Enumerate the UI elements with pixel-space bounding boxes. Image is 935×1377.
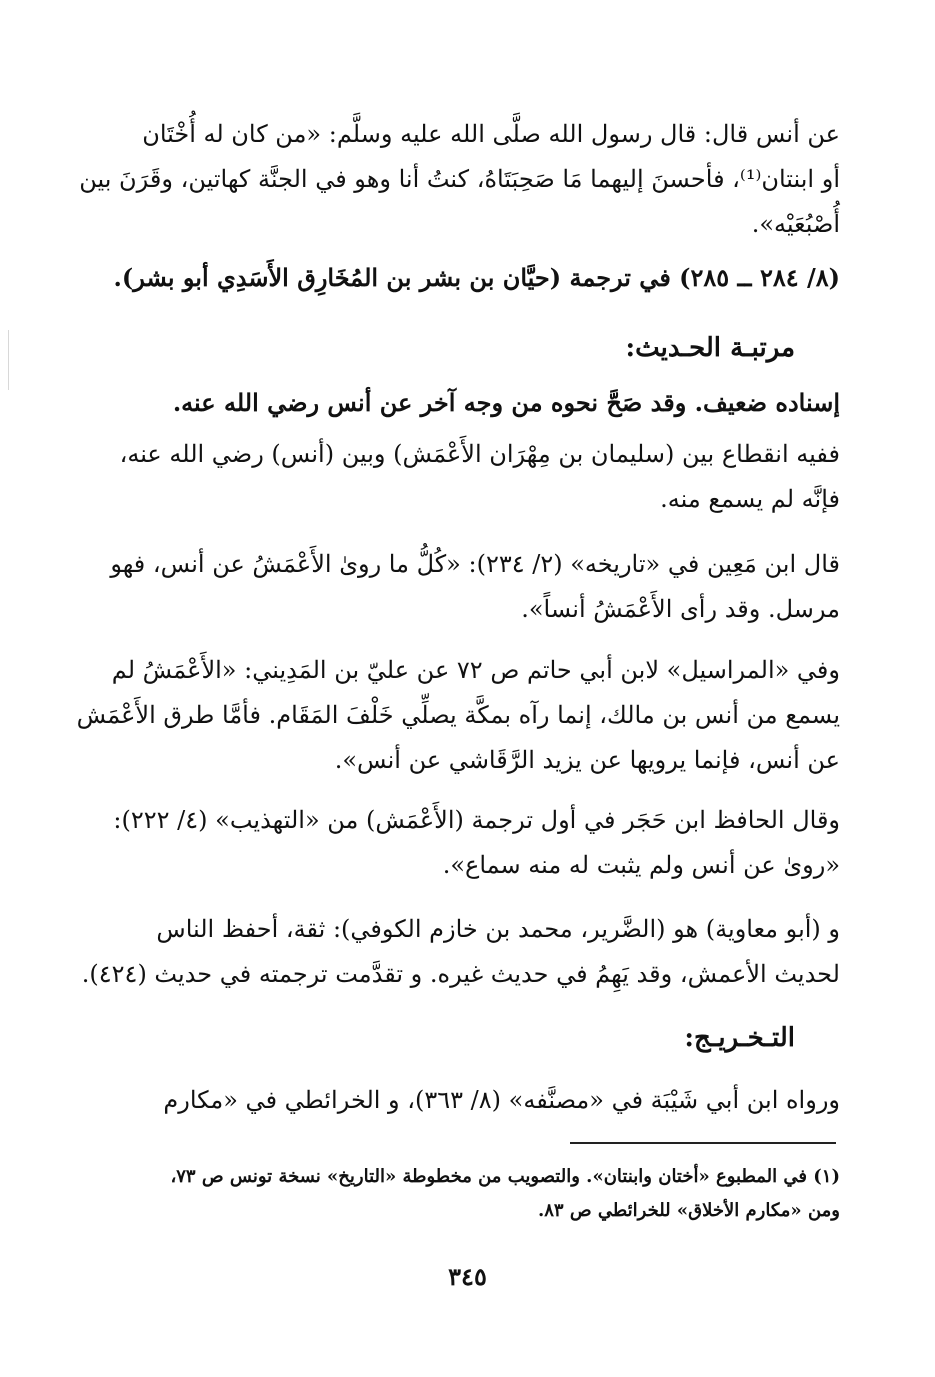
text-line: قال ابن مَعِين في «تاريخه» (٢/ ٢٣٤): «كُلُّ ما روىٰ الأَعْمَشُ عن أنس، فهو — [110, 550, 840, 578]
text-line: «روىٰ عن أنس ولم يثبت له منه سماع». — [442, 851, 840, 879]
text-line: أُصْبُعَيْه». — [751, 210, 840, 238]
text-line: (٨/ ٢٨٤ ــ ٢٨٥) في ترجمة (حيَّان بن بشر بن المُخَارِق الأَسَدِي أبو بشر). — [113, 263, 840, 292]
text-line: وقال الحافظ ابن حَجَر في أول ترجمة (الأَعْمَش) من «التهذيب» (٤/ ٢٢٢): — [113, 806, 840, 834]
page-number: ٣٤٥ — [448, 1262, 487, 1291]
abu-muawiya-paragraph — [81, 907, 840, 997]
text-line: عن أنس قال: قال رسول الله صلَّى الله عليه وسلَّم: «من كان له أُخْتَان — [142, 120, 840, 148]
text-line: لحديث الأعمش، وقد يَهِمُ في حديث غيره. و تقدَّمت ترجمته في حديث (٤٢٤). — [81, 960, 840, 988]
text-line: و (أبو معاوية) هو (الضَّرير، محمد بن خازم الكوفي): ثقة، أحفظ الناس — [156, 915, 840, 943]
footnote-line: (١) في المطبوع «أختان وابنتان». والتصويب من مخطوطة «التاريخ» نسخة تونس ص ٧٣، — [170, 1166, 840, 1187]
text-line: مرسل. وقد رأى الأَعْمَشُ أنساً». — [521, 595, 840, 623]
text-line: إسناده ضعيف. وقد صَحَّ نحوه من وجه آخر عن أنس رضي الله عنه. — [172, 388, 840, 417]
scan-edge-mark — [8, 330, 9, 390]
section-heading-takhrij: التـخـريـج: — [684, 1023, 795, 1053]
explanation-paragraph — [88, 432, 840, 522]
text-line: ففيه انقطاع بين (سليمان بن مِهْرَان الأَعْمَش) وبين (أنس) رضي الله عنه، — [119, 440, 840, 468]
source-reference — [88, 255, 840, 300]
section-heading-status: مرتبـة الحـديث: — [625, 333, 795, 363]
ibn-hajar-quote-paragraph — [88, 798, 840, 888]
footnote — [88, 1160, 840, 1228]
ibn-main-quote-paragraph — [88, 542, 840, 632]
text-line: عن أنس، فإنما يرويها عن يزيد الرَّقَاشي عن أنس». — [334, 746, 840, 774]
footnote-line: ومن «مكارم الأخلاق» للخرائطي ص ٨٣. — [537, 1200, 840, 1221]
text-line: أو ابنتان⁽¹⁾، فأحسنَ إليهما مَا صَحِبَتَاهُ، كنتُ أنا وهو في الجنَّة كهاتين، وقَرَنَ بين — [79, 165, 840, 193]
footnote-divider — [570, 1142, 836, 1144]
takhrij-paragraph — [88, 1078, 840, 1123]
text-line: وفي «المراسيل» لابن أبي حاتم ص ٧٢ عن عليّ بن المَدِيني: «الأَعْمَشُ لم — [111, 656, 840, 684]
status-paragraph — [88, 380, 840, 425]
hadith-text-paragraph — [79, 112, 840, 247]
text-line: فإنَّه لم يسمع منه. — [660, 485, 840, 513]
text-line: ورواه ابن أبي شَيْبَة في «مصنَّفه» (٨/ ٣٦٣)، و الخرائطي في «مكارم — [163, 1086, 840, 1114]
marasil-quote-paragraph — [76, 648, 840, 783]
text-line: يسمع من أنس بن مالك، إنما رآه بمكَّة يصلِّي خَلْفَ المَقَام. فأمَّا طرق الأَعْمَش — [76, 701, 840, 729]
